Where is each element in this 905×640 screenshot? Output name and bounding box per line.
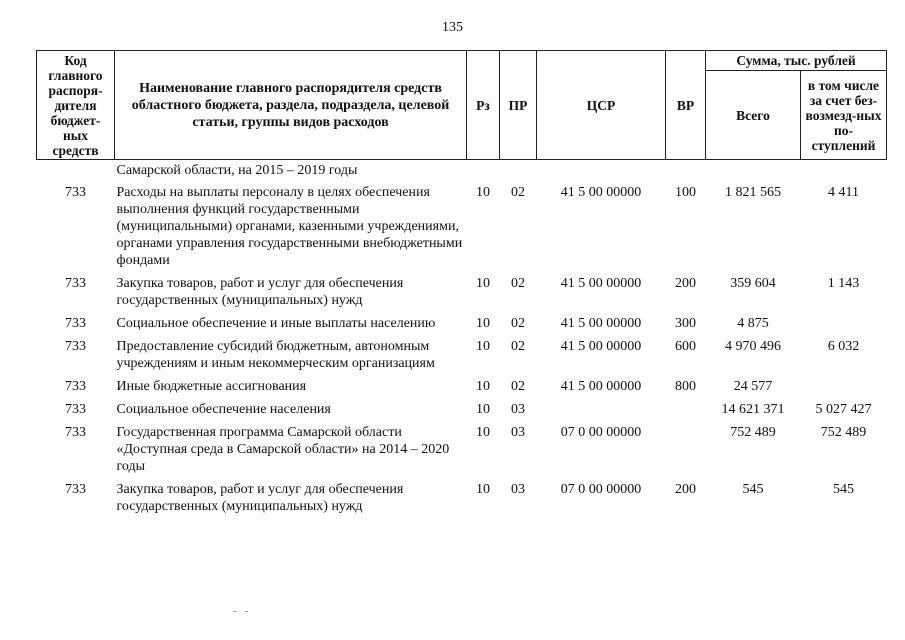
cell-incl: 752 489 xyxy=(820,425,867,440)
cell-vr: 100 xyxy=(675,185,696,200)
cell-code: 733 xyxy=(65,316,86,331)
table-row xyxy=(37,421,887,478)
cell-vr: 300 xyxy=(675,316,696,331)
cell-csr: 07 0 00 00000 xyxy=(560,482,642,497)
cell-vr: 200 xyxy=(675,276,696,291)
scan-mark: - - xyxy=(233,606,252,617)
cell-code: 733 xyxy=(65,482,86,497)
cell-code: 733 xyxy=(65,276,86,291)
table-row xyxy=(37,375,887,398)
cell-csr xyxy=(537,398,666,421)
cell-vr xyxy=(666,421,706,478)
cell-name: Иные бюджетные ассигнования xyxy=(116,379,307,394)
header-vr: ВР xyxy=(666,51,706,160)
continuation-name: Самарской области, на 2015 – 2019 годы xyxy=(116,163,358,178)
cell-incl: 1 143 xyxy=(827,276,860,291)
cell-incl: 6 032 xyxy=(827,339,860,354)
cell-code: 733 xyxy=(65,379,86,394)
cell-name: Предоставление субсидий бюджетным, автономным учреждениям и иным некоммерческим организациям xyxy=(116,339,435,371)
cell-pr: 02 xyxy=(511,185,525,200)
cell-vr xyxy=(666,398,706,421)
cell-vr: 800 xyxy=(675,379,696,394)
header-csr: ЦСР xyxy=(537,51,666,160)
page-number: 135 xyxy=(442,20,463,35)
table-row xyxy=(37,335,887,375)
cell-total: 24 577 xyxy=(733,379,773,394)
table-row xyxy=(37,478,887,518)
cell-total: 1 821 565 xyxy=(725,185,781,200)
cell-csr: 07 0 00 00000 xyxy=(560,425,642,440)
cell-vr: 200 xyxy=(675,482,696,497)
cell-csr: 41 5 00 00000 xyxy=(560,276,642,291)
cell-rz: 10 xyxy=(476,425,490,440)
cell-pr: 02 xyxy=(511,276,525,291)
cell-vr: 600 xyxy=(675,339,696,354)
cell-code: 733 xyxy=(65,339,86,354)
cell-rz: 10 xyxy=(476,339,490,354)
cell-name: Социальное обеспечение и иные выплаты населению xyxy=(116,316,436,331)
cell-rz: 10 xyxy=(476,482,490,497)
table-header xyxy=(37,51,887,160)
cell-pr: 03 xyxy=(511,425,525,440)
budget-table xyxy=(36,50,887,518)
cell-csr: 41 5 00 00000 xyxy=(560,316,642,331)
cell-rz: 10 xyxy=(476,402,490,417)
header-total: Всего xyxy=(706,71,801,160)
cell-pr: 02 xyxy=(511,316,525,331)
cell-rz: 10 xyxy=(476,316,490,331)
continuation-row xyxy=(37,160,887,182)
cell-incl: 5 027 427 xyxy=(815,402,872,417)
cell-pr: 02 xyxy=(511,339,525,354)
table-row xyxy=(37,181,887,272)
cell-rz: 10 xyxy=(476,185,490,200)
cell-name: Государственная программа Самарской области «Доступная среда в Самарской области» на 2014 – 2020 годы xyxy=(116,425,450,474)
table-row xyxy=(37,272,887,312)
cell-csr: 41 5 00 00000 xyxy=(560,339,642,354)
cell-rz: 10 xyxy=(476,379,490,394)
table-row xyxy=(37,312,887,335)
cell-pr: 03 xyxy=(511,482,525,497)
cell-pr: 03 xyxy=(511,402,525,417)
table-body xyxy=(37,160,887,519)
cell-code: 733 xyxy=(65,402,86,417)
cell-code: 733 xyxy=(65,425,86,440)
table-row xyxy=(37,398,887,421)
cell-total: 4 875 xyxy=(737,316,769,331)
cell-total: 545 xyxy=(742,482,764,497)
cell-total: 359 604 xyxy=(730,276,776,291)
cell-name: Социальное обеспечение населения xyxy=(116,402,331,417)
cell-incl xyxy=(801,312,887,335)
header-pr: ПР xyxy=(500,51,537,160)
cell-csr: 41 5 00 00000 xyxy=(560,185,642,200)
cell-total: 14 621 371 xyxy=(721,402,785,417)
cell-name: Расходы на выплаты персоналу в целях обеспечения выполнения функций государственными (муниципальными) органами, казенными учреждениями, органами управления государственными внебюджетными фондами xyxy=(116,185,463,268)
cell-incl xyxy=(801,375,887,398)
cell-pr: 02 xyxy=(511,379,525,394)
cell-code: 733 xyxy=(65,185,86,200)
cell-name: Закупка товаров, работ и услуг для обеспечения государственных (муниципальных) нужд xyxy=(116,276,404,308)
cell-csr: 41 5 00 00000 xyxy=(560,379,642,394)
header-code: Код главного распоря-дителя бюджет-ных средств xyxy=(37,51,115,160)
header-rz: Рз xyxy=(467,51,500,160)
cell-total: 752 489 xyxy=(730,425,776,440)
cell-total: 4 970 496 xyxy=(725,339,781,354)
cell-incl: 4 411 xyxy=(828,185,859,200)
cell-incl: 545 xyxy=(833,482,854,497)
header-incl: в том числе за счет без-возмезд-ных по-ступлений xyxy=(801,71,887,160)
header-name: Наименование главного распорядителя средств областного бюджета, раздела, подраздела, целевой статьи, группы видов расходов xyxy=(115,51,467,160)
cell-name: Закупка товаров, работ и услуг для обеспечения государственных (муниципальных) нужд xyxy=(116,482,404,514)
header-sum: Сумма, тыс. рублей xyxy=(706,51,887,71)
cell-rz: 10 xyxy=(476,276,490,291)
